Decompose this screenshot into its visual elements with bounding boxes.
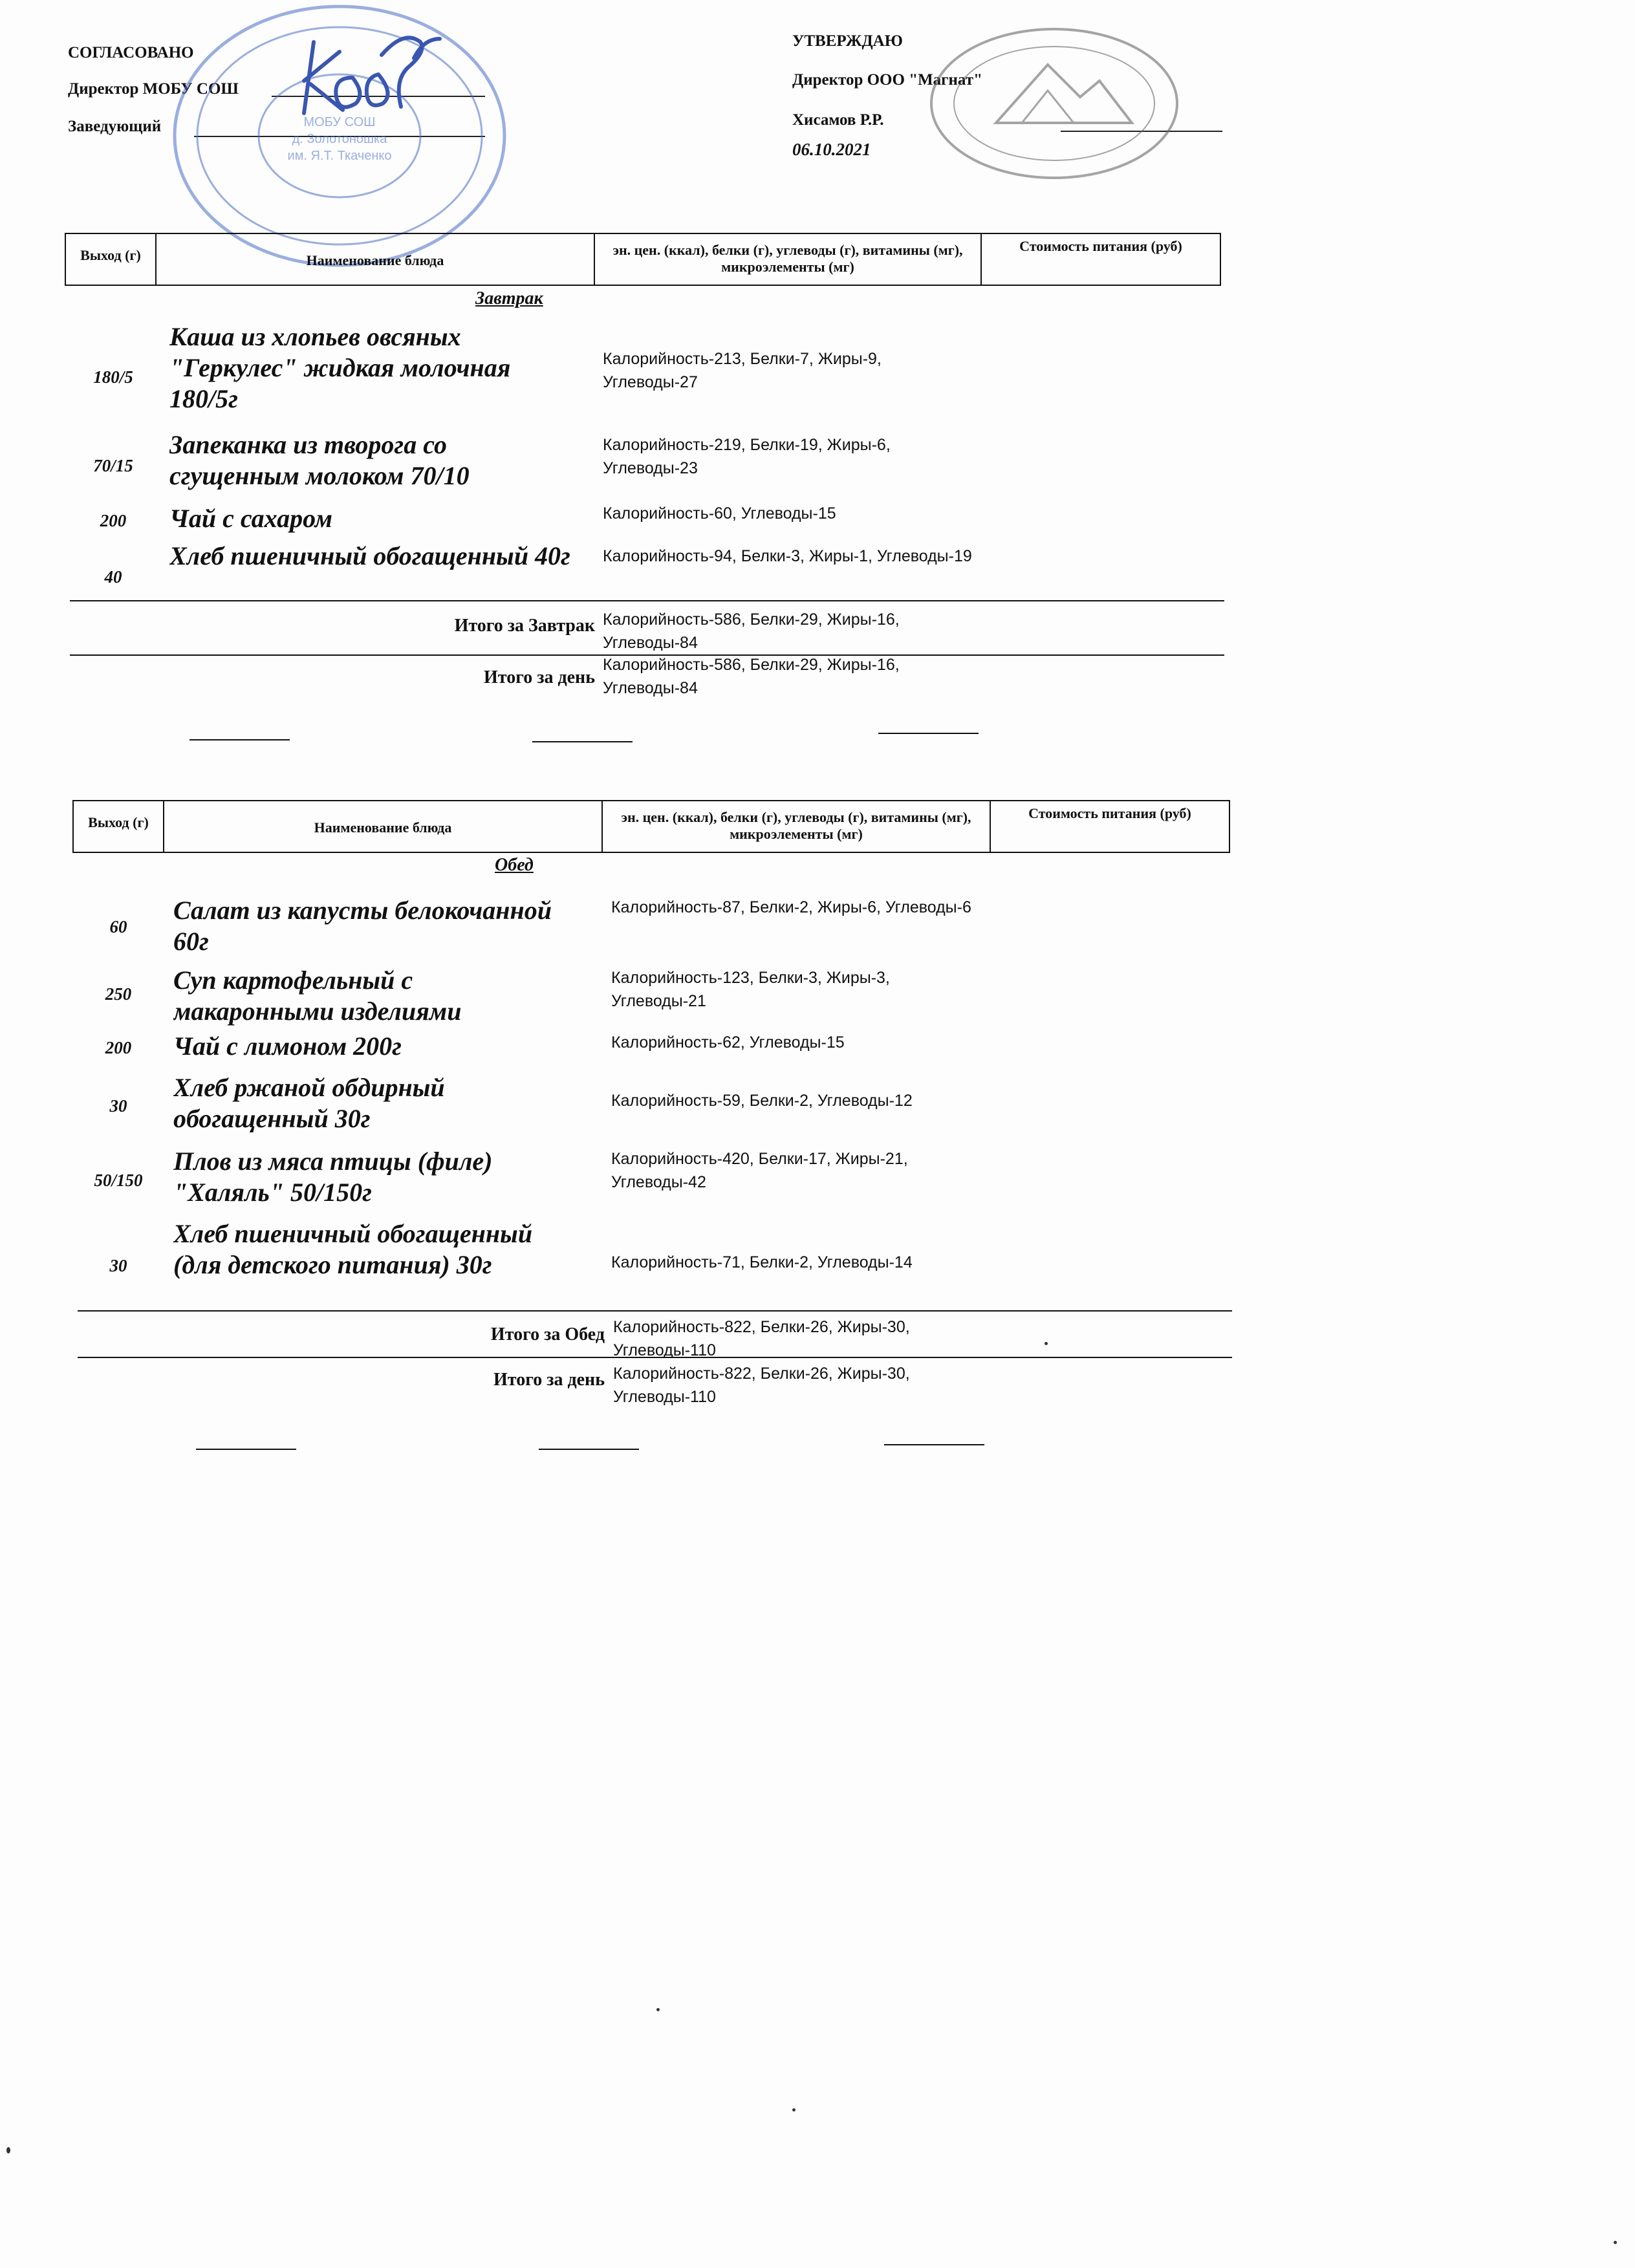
table-row-dish: Каша из хлопьев овсяных "Геркулес" жидкая молочная 180/5г xyxy=(169,322,511,413)
scan-speck xyxy=(6,2147,10,2154)
section-breakfast: Завтрак xyxy=(475,288,543,308)
scan-speck xyxy=(1045,1342,1048,1345)
table-row-qty: 200 xyxy=(105,1038,132,1057)
signature-line xyxy=(189,739,290,740)
signature-line xyxy=(532,741,633,742)
col-nutrition-header: эн. цен. (ккал), белки (г), углеводы (г), витамины (мг), микроэлементы (мг) xyxy=(601,800,991,853)
approval-date: 06.10.2021 xyxy=(792,140,871,159)
col-cost-header: Стоимость питания (руб) xyxy=(980,233,1221,286)
table-row-dish: Запеканка из творога со сгущенным молоком 70/10 xyxy=(169,430,470,490)
table-row-nutrition: Калорийность-123, Белки-3, Жиры-3, Углеводы-21 xyxy=(611,969,890,1010)
table-row-dish: Чай с сахаром xyxy=(169,504,332,533)
signature-line xyxy=(878,733,979,734)
director-school-label: Директор МОБУ СОШ xyxy=(68,80,239,98)
breakfast-total-value: Калорийность-586, Белки-29, Жиры-16, Углеводы-84 xyxy=(603,610,900,651)
divider xyxy=(70,600,1224,601)
signature-line xyxy=(196,1449,296,1450)
stamp-line-3: им. Я.Т. Ткаченко xyxy=(287,149,392,163)
lunch-total-label: Итого за Обед xyxy=(490,1324,605,1345)
table-row-qty: 60 xyxy=(109,917,127,936)
table-row-nutrition: Калорийность-87, Белки-2, Жиры-6, Углеводы-6 xyxy=(611,898,971,916)
section-lunch: Обед xyxy=(495,855,534,875)
col-dish-header: Наименование блюда xyxy=(155,233,595,286)
lunch-total-value: Калорийность-822, Белки-26, Жиры-30, Углеводы-110 xyxy=(613,1318,910,1358)
table-row-nutrition: Калорийность-71, Белки-2, Углеводы-14 xyxy=(611,1253,913,1271)
signature-line xyxy=(539,1449,639,1450)
breakfast-day-value: Калорийность-586, Белки-29, Жиры-16, Углеводы-84 xyxy=(603,656,900,697)
agreed-label: СОГЛАСОВАНО xyxy=(68,44,194,61)
approve-label: УТВЕРЖДАЮ xyxy=(792,32,903,50)
table-row-qty: 250 xyxy=(105,984,132,1004)
col-cost-header: Стоимость питания (руб) xyxy=(990,800,1230,853)
scan-speck xyxy=(656,2008,660,2011)
table-row-nutrition: Калорийность-94, Белки-3, Жиры-1, Углеводы-19 xyxy=(603,547,972,565)
lunch-day-label: Итого за день xyxy=(493,1370,605,1390)
head-label: Заведующий xyxy=(68,118,162,135)
table-row-nutrition: Калорийность-59, Белки-2, Углеводы-12 xyxy=(611,1092,913,1110)
table-row-dish: Суп картофельный с макаронными изделиями xyxy=(173,966,462,1026)
table-row-dish: Хлеб пшеничный обогащенный 40г xyxy=(169,541,570,570)
divider xyxy=(78,1357,1232,1358)
table-row-dish: Салат из капусты белокочанной 60г xyxy=(173,896,552,956)
table-row-qty: 40 xyxy=(104,567,122,587)
divider xyxy=(78,1310,1232,1312)
stamp-line-2: д. Золотоношка xyxy=(292,132,387,146)
table-row-nutrition: Калорийность-219, Белки-19, Жиры-6, Углеводы-23 xyxy=(603,436,891,477)
table-row-nutrition: Калорийность-60, Углеводы-15 xyxy=(603,504,836,523)
company-stamp xyxy=(925,19,1184,188)
col-nutrition-header: эн. цен. (ккал), белки (г), углеводы (г), витамины (мг), микроэлементы (мг) xyxy=(594,233,982,286)
col-dish-header: Наименование блюда xyxy=(163,800,603,853)
director-company-label: Директор ООО "Магнат" xyxy=(792,71,982,89)
table-row-qty: 70/15 xyxy=(93,456,133,475)
table-row-qty: 180/5 xyxy=(93,367,133,387)
table-row-dish: Чай с лимоном 200г xyxy=(173,1031,402,1061)
stamp-line-1: МОБУ СОШ xyxy=(303,115,376,129)
table-row-nutrition: Калорийность-420, Белки-17, Жиры-21, Углеводы-42 xyxy=(611,1150,908,1191)
signature-line xyxy=(884,1444,984,1445)
director-name: Хисамов Р.Р. xyxy=(792,111,884,129)
col-yield-header: Выход (г) xyxy=(72,800,164,853)
lunch-day-value: Калорийность-822, Белки-26, Жиры-30, Углеводы-110 xyxy=(613,1365,910,1406)
table-row-qty: 50/150 xyxy=(94,1171,143,1190)
table-row-nutrition: Калорийность-62, Углеводы-15 xyxy=(611,1033,845,1052)
col-yield-header: Выход (г) xyxy=(65,233,157,286)
breakfast-day-label: Итого за день xyxy=(484,667,595,687)
table-row-qty: 30 xyxy=(109,1096,127,1116)
table-row-dish: Хлеб ржаной обдирный обогащенный 30г xyxy=(173,1073,445,1133)
table-row-nutrition: Калорийность-213, Белки-7, Жиры-9, Углеводы-27 xyxy=(603,350,882,391)
scan-speck xyxy=(1614,2241,1617,2244)
table-row-dish: Плов из мяса птицы (филе) "Халяль" 50/150г xyxy=(173,1147,493,1207)
table-row-dish: Хлеб пшеничный обогащенный (для детского питания) 30г xyxy=(173,1219,533,1279)
breakfast-total-label: Итого за Завтрак xyxy=(454,616,595,636)
table-row-qty: 30 xyxy=(109,1256,127,1275)
scan-speck xyxy=(792,2108,796,2111)
table-row-qty: 200 xyxy=(100,511,127,530)
